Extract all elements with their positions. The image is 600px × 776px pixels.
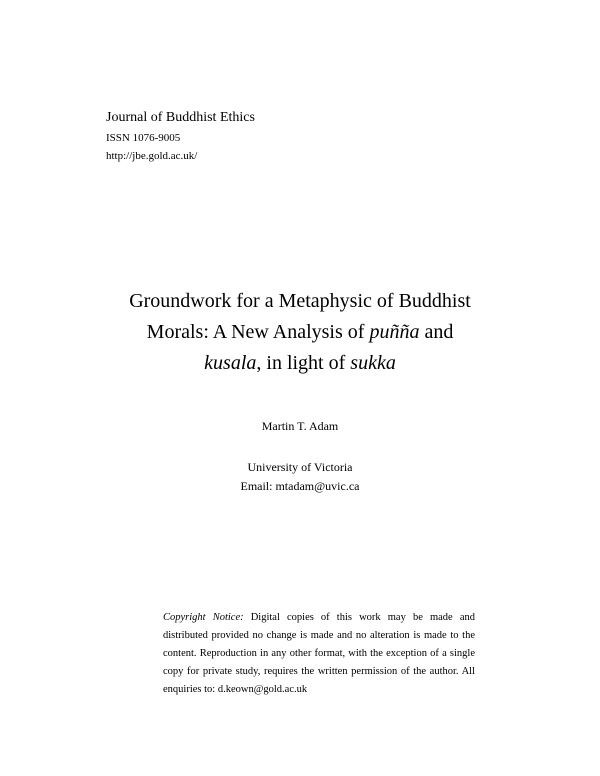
author-name: Martin T. Adam	[261, 419, 339, 433]
title-term-sukka: sukka	[350, 352, 396, 374]
copyright-notice-label: Copyright Notice:	[163, 612, 244, 623]
title-line-2-suffix: and	[419, 321, 454, 343]
paper-title	[100, 286, 500, 379]
copyright-notice	[163, 609, 475, 699]
title-term-kusala: kusala	[204, 352, 257, 374]
title-line-2-prefix: Morals: A New Analysis of	[146, 321, 370, 343]
title-line-1: Groundwork for a Metaphysic of Buddhist	[129, 290, 471, 312]
title-term-punna: puñña	[369, 321, 420, 343]
journal-url[interactable]: http://jbe.gold.ac.uk/	[106, 150, 198, 162]
author-affiliation-block	[0, 458, 600, 496]
title-line-2	[100, 317, 500, 348]
author-affiliation: University of Victoria	[247, 460, 353, 474]
title-line-3-middle: , in light of	[256, 352, 351, 374]
journal-header	[106, 109, 255, 167]
journal-name: Journal of Buddhist Ethics	[106, 110, 255, 125]
copyright-notice-body: Digital copies of this work may be made and distributed provided no change is made and no alteration is made to the content. Reproduction in any other format, with the exception of a single copy for private study, requires the written permission of the author. All enquiries to: d.keown@gold.ac.uk	[163, 612, 475, 696]
title-line-3	[100, 348, 500, 379]
journal-issn: ISSN 1076-9005	[106, 132, 181, 144]
author-email[interactable]: Email: mtadam@uvic.ca	[240, 479, 360, 493]
